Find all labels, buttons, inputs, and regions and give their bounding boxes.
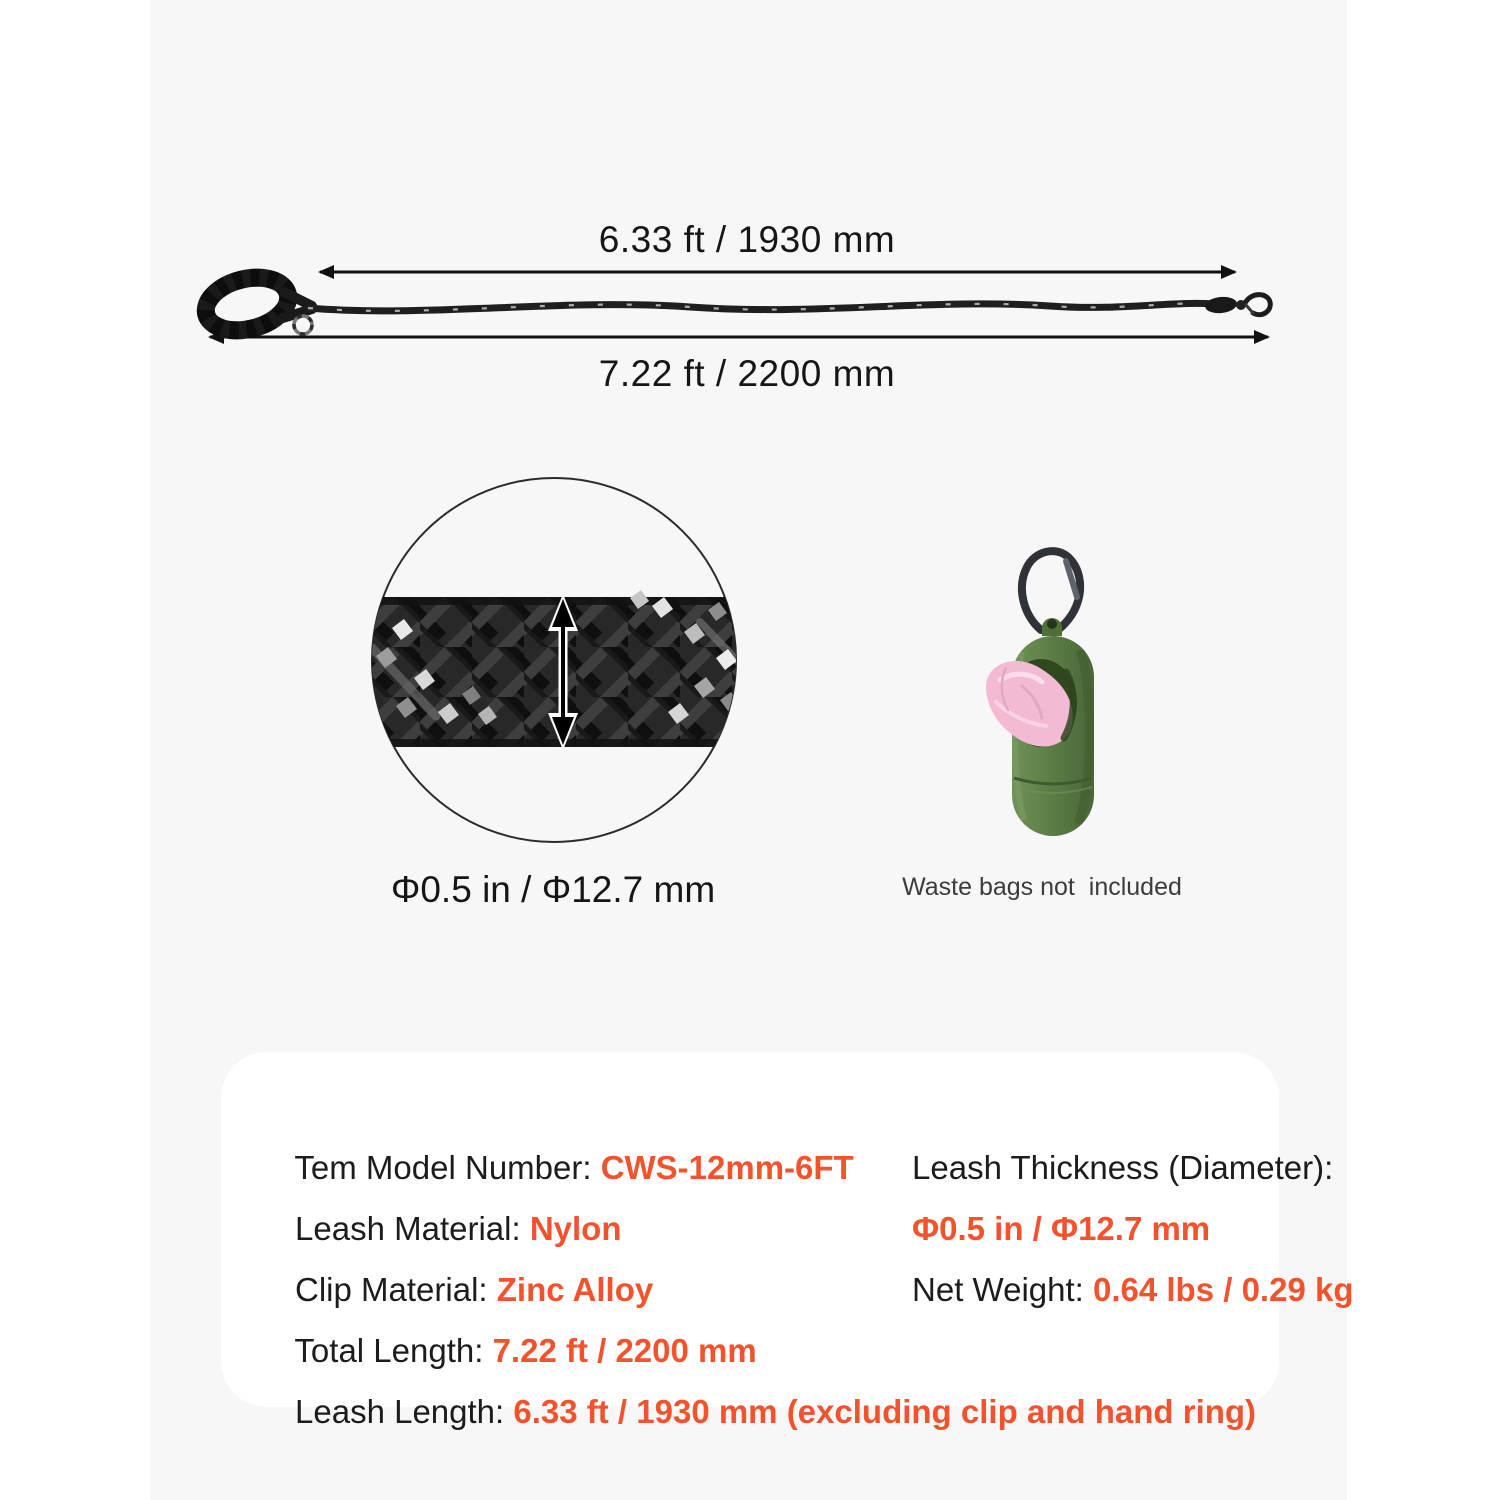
total-length-dimension-label: 7.22 ft / 2200 mm xyxy=(598,353,896,394)
spec-label: Clip Material: xyxy=(295,1271,497,1308)
spec-label: Leash Length: xyxy=(295,1393,514,1430)
specs-card xyxy=(221,1052,1354,1430)
waste-bag-dispenser xyxy=(986,551,1094,836)
leash-illustration xyxy=(200,270,1270,339)
spec-label: Leash Material: xyxy=(295,1210,530,1247)
leash-rope xyxy=(308,303,1214,310)
spec-label: Leash Thickness (Diameter): xyxy=(912,1149,1334,1186)
leash-length-dimension-label: 6.33 ft / 1930 mm xyxy=(598,219,896,260)
rope-detail-circle xyxy=(368,478,744,842)
rope-diameter-label: Φ0.5 in / Φ12.7 mm xyxy=(390,869,716,910)
spec-net-weight xyxy=(857,1233,1353,1347)
leash-clip xyxy=(1204,295,1270,315)
spec-label: Total Length: xyxy=(294,1332,493,1369)
waste-bags-note: Waste bags not included xyxy=(902,873,1182,901)
spec-label: Tem Model Number: xyxy=(294,1149,601,1186)
spec-value: 7.22 ft / 2200 mm xyxy=(492,1332,757,1369)
spec-label: Net Weight: xyxy=(912,1271,1093,1308)
handle-d-ring-icon xyxy=(294,316,312,334)
spec-leash-length xyxy=(240,1355,1256,1469)
spec-value: 0.64 lbs / 0.29 kg xyxy=(1092,1271,1354,1308)
spec-value: Φ0.5 in / Φ12.7 mm xyxy=(912,1210,1211,1247)
spec-value: Nylon xyxy=(529,1210,622,1247)
spec-value: CWS-12mm-6FT xyxy=(600,1149,854,1186)
spec-value: Zinc Alloy xyxy=(496,1271,654,1308)
spec-value: 6.33 ft / 1930 mm (excluding clip and hand ring) xyxy=(513,1393,1257,1430)
